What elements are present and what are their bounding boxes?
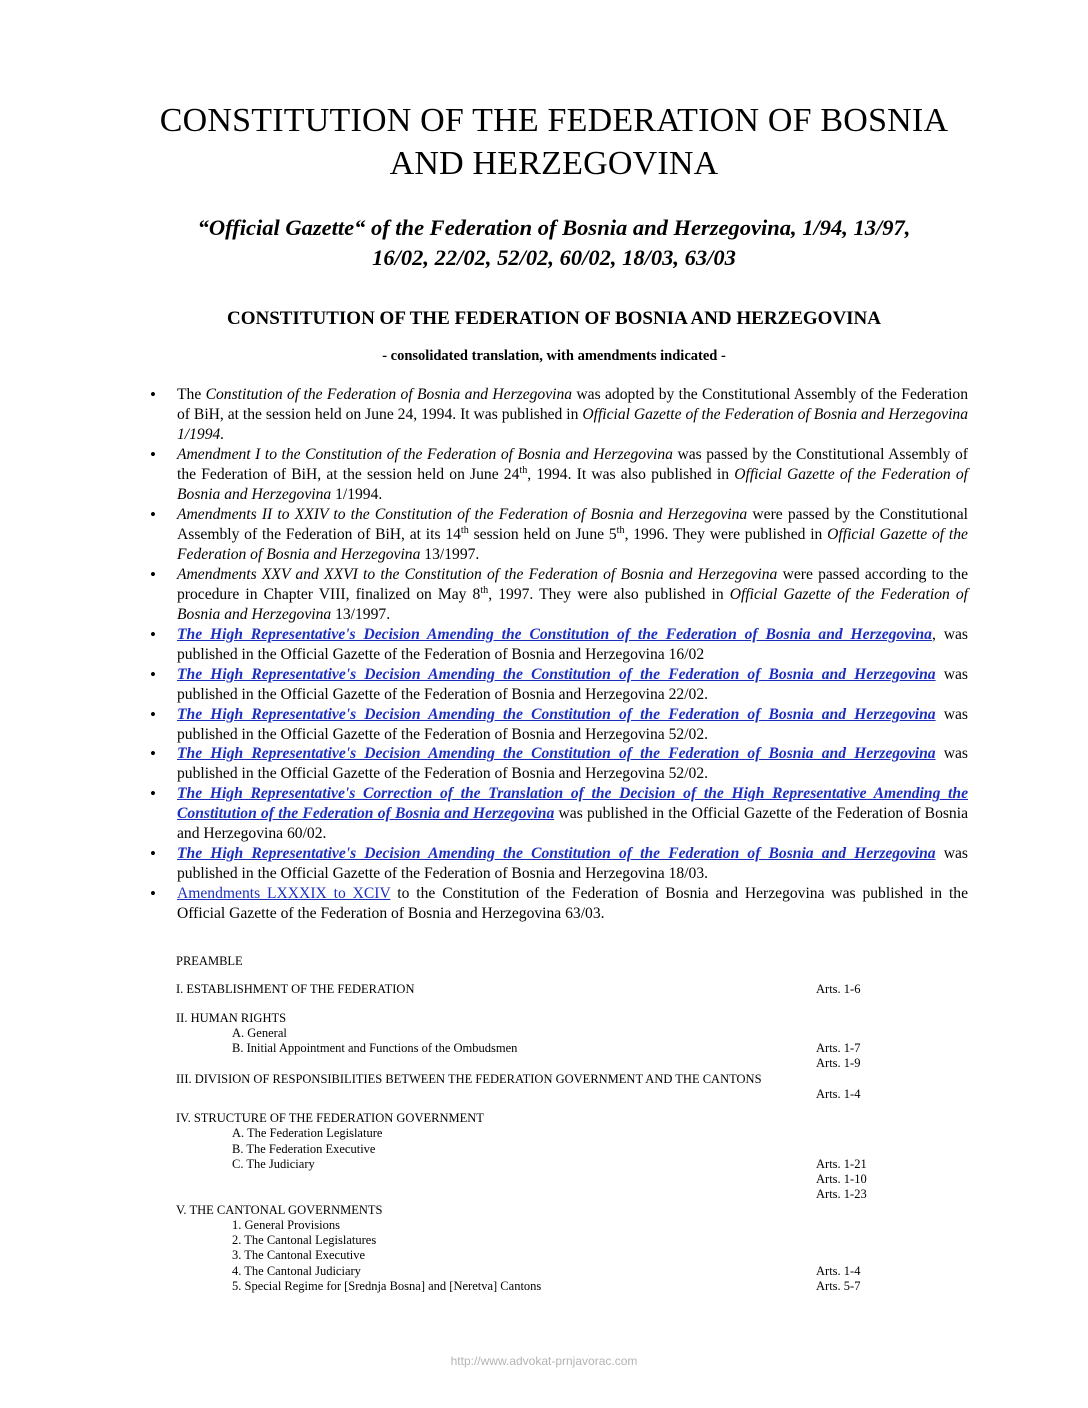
plain-text: was published in the Official Gazette of the Federation of Bosnia and Herzegovina 60/02. xyxy=(177,805,968,843)
plain-text: session held on June 5 xyxy=(468,525,617,543)
list-item xyxy=(140,565,968,625)
toc-row xyxy=(176,1203,968,1218)
italic-text: Official Gazette of the Federation of Bosnia and Herzegovina xyxy=(177,525,968,563)
italic-text: Amendments II to XXIV to the Constitution of the Federation of Bosnia and Herzegovina xyxy=(177,505,748,523)
decision-link[interactable]: The High Representative's Decision Amending the Constitution of the Federation of Bosnia and Herzegovina xyxy=(177,705,936,723)
toc-entry-articles: Arts. 1-21 xyxy=(816,1156,867,1171)
italic-text: Amendment I to the Constitution of the Federation of Bosnia and Herzegovina xyxy=(177,445,673,463)
toc-entry-articles: Arts. 1-4 xyxy=(816,1086,861,1101)
superscript-text: th xyxy=(460,524,469,536)
italic-text: Official Gazette of the Federation of Bosnia and Herzegovina xyxy=(177,465,968,503)
toc-entry-label[interactable]: 1. General Provisions xyxy=(232,1217,340,1232)
toc-entry-articles: Arts. 1-4 xyxy=(816,1263,861,1278)
toc-row xyxy=(176,1072,968,1087)
toc-entry-label[interactable]: C. The Judiciary xyxy=(232,1156,315,1171)
list-item xyxy=(140,784,968,844)
plain-text: , 1996. They were published in xyxy=(624,525,828,543)
toc-entry-articles: Arts. 1-23 xyxy=(816,1187,867,1202)
plain-text: , 1997. They were also published in xyxy=(488,585,730,603)
toc-entry-articles: Arts. 1-10 xyxy=(816,1172,867,1187)
toc-row xyxy=(176,1218,968,1233)
decision-link[interactable]: The High Representative's Decision Amending the Constitution of the Federation of Bosnia and Herzegovina xyxy=(177,845,936,863)
italic-text: Official Gazette of the Federation of Bosnia and Herzegovina 1/1994. xyxy=(177,405,969,443)
plain-text: was published in the Official Gazette of the Federation of Bosnia and Herzegovina 52/02. xyxy=(177,745,968,783)
plain-text: were passed according to the procedure in Chapter VIII, finalized on May 8 xyxy=(177,565,968,603)
superscript-text: th xyxy=(616,524,625,536)
italic-text: Amendments XXV and XXVI to the Constitution of the Federation of Bosnia and Herzegovina xyxy=(177,565,778,583)
table-of-contents xyxy=(176,954,968,1294)
list-item xyxy=(140,884,968,924)
toc-entry-label[interactable]: B. The Federation Executive xyxy=(232,1141,376,1156)
toc-entry-articles: Arts. 5-7 xyxy=(816,1278,861,1293)
document-subtitle: CONSTITUTION OF THE FEDERATION OF BOSNIA AND HERZEGOVINA xyxy=(226,307,882,329)
plain-text: , 1994. It was also published in xyxy=(527,465,735,483)
plain-text: was adopted by the Constitutional Assembly of the Federation of BiH, at the session held on June 24, 1994. It was published in xyxy=(177,385,968,423)
page-title: CONSTITUTION OF THE FEDERATION OF BOSNIA AND HERZEGOVINA xyxy=(159,102,949,182)
toc-row xyxy=(176,1233,968,1248)
toc-entry-articles: Arts. 1-9 xyxy=(816,1056,861,1071)
toc-row xyxy=(176,954,968,969)
toc-entry-label[interactable]: I. ESTABLISHMENT OF THE FEDERATION xyxy=(176,982,415,997)
plain-text: 1/1994. xyxy=(331,485,383,503)
toc-row xyxy=(176,1011,968,1026)
toc-row xyxy=(176,1279,968,1294)
toc-entry-label[interactable]: 2. The Cantonal Legislatures xyxy=(232,1233,377,1248)
amendments-link[interactable]: Amendments LXXXIX to XCIV xyxy=(177,885,391,903)
superscript-text: th xyxy=(480,584,489,596)
toc-spacer xyxy=(176,969,968,982)
plain-text: was published in the Official Gazette of the Federation of Bosnia and Herzegovina 22/02. xyxy=(177,665,968,703)
list-item xyxy=(140,505,968,565)
list-item xyxy=(140,705,968,745)
toc-entry-label[interactable]: PREAMBLE xyxy=(176,954,243,969)
list-item xyxy=(140,445,968,505)
toc-entry-label[interactable]: IV. STRUCTURE OF THE FEDERATION GOVERNMENT xyxy=(176,1111,484,1126)
italic-text: Official Gazette of the Federation of Bosnia and Herzegovina xyxy=(177,585,968,623)
toc-row xyxy=(176,1111,968,1126)
toc-row xyxy=(176,1248,968,1263)
list-item xyxy=(140,744,968,784)
toc-row xyxy=(176,1041,968,1056)
toc-row xyxy=(176,982,968,997)
toc-row xyxy=(176,1172,968,1187)
toc-spacer xyxy=(176,998,968,1011)
toc-row xyxy=(176,1142,968,1157)
italic-text: Constitution of the Federation of Bosnia and Herzegovina xyxy=(205,385,573,403)
gazette-reference: “Official Gazette“ of the Federation of Bosnia and Herzegovina, 1/94, 13/97, 16/02, 22/02, 52/02, 60/02, 18/03, 63/03 xyxy=(197,215,911,271)
plain-text: was published in the Official Gazette of the Federation of Bosnia and Herzegovina 52/02. xyxy=(177,705,968,743)
toc-entry-label[interactable]: 5. Special Regime for [Srednja Bosna] and [Neretva] Cantons xyxy=(232,1278,542,1293)
plain-text: , was published in the Official Gazette of the Federation of Bosnia and Herzegovina 16/02 xyxy=(177,625,968,663)
decision-link[interactable]: The High Representative's Correction of the Translation of the Decision of the High Representative Amending the Constitution of the Federation of Bosnia and Herzegovina xyxy=(177,785,968,823)
plain-text: to the Constitution of the Federation of Bosnia and Herzegovina was published in the Official Gazette of the Federation of Bosnia and Herzegovina 63/03. xyxy=(177,885,968,923)
toc-entry-articles: Arts. 1-7 xyxy=(816,1041,861,1056)
plain-text: was published in the Official Gazette of the Federation of Bosnia and Herzegovina 18/03. xyxy=(177,845,968,883)
toc-row xyxy=(176,1126,968,1141)
toc-entry-label[interactable]: A. General xyxy=(232,1025,287,1040)
plain-text: 13/1997. xyxy=(420,545,480,563)
list-item xyxy=(140,844,968,884)
list-item xyxy=(140,385,968,445)
toc-entry-label[interactable]: 3. The Cantonal Executive xyxy=(232,1248,366,1263)
toc-row xyxy=(176,1087,968,1102)
amendment-notes-list xyxy=(140,385,968,924)
plain-text: 13/1997. xyxy=(331,605,391,623)
toc-entry-label[interactable]: 4. The Cantonal Judiciary xyxy=(232,1263,361,1278)
document-content xyxy=(140,100,968,1294)
toc-entry-label[interactable]: A. The Federation Legislature xyxy=(232,1126,383,1141)
toc-entry-articles: Arts. 1-6 xyxy=(816,982,861,997)
decision-link[interactable]: The High Representative's Decision Amending the Constitution of the Federation of Bosnia and Herzegovina xyxy=(177,625,932,643)
plain-text: was passed by the Constitutional Assembly of the Federation of BiH, at the session held on June 24 xyxy=(177,445,968,483)
plain-text: The xyxy=(177,385,206,403)
list-item xyxy=(140,665,968,705)
toc-entry-label[interactable]: III. DIVISION OF RESPONSIBILITIES BETWEEN THE FEDERATION GOVERNMENT AND THE CANTONS xyxy=(176,1071,762,1086)
superscript-text: th xyxy=(519,464,528,476)
toc-row xyxy=(176,1056,968,1071)
toc-entry-label[interactable]: V. THE CANTONAL GOVERNMENTS xyxy=(176,1202,383,1217)
toc-row xyxy=(176,1026,968,1041)
list-item xyxy=(140,625,968,665)
toc-entry-label[interactable]: B. Initial Appointment and Functions of the Ombudsmen xyxy=(232,1041,518,1056)
toc-spacer xyxy=(176,1102,968,1111)
decision-link[interactable]: The High Representative's Decision Amending the Constitution of the Federation of Bosnia and Herzegovina xyxy=(177,665,936,683)
toc-row xyxy=(176,1187,968,1202)
toc-row xyxy=(176,1157,968,1172)
decision-link[interactable]: The High Representative's Decision Amending the Constitution of the Federation of Bosnia and Herzegovina xyxy=(177,745,936,763)
plain-text: were passed by the Constitutional Assembly of the Federation of BiH, at its 14 xyxy=(177,505,968,543)
document-subtitle-secondary: - consolidated translation, with amendments indicated - xyxy=(382,347,726,364)
watermark-url: http://www.advokat-prnjavorac.com xyxy=(450,1354,638,1368)
toc-entry-label[interactable]: II. HUMAN RIGHTS xyxy=(176,1010,287,1025)
toc-row xyxy=(176,1264,968,1279)
